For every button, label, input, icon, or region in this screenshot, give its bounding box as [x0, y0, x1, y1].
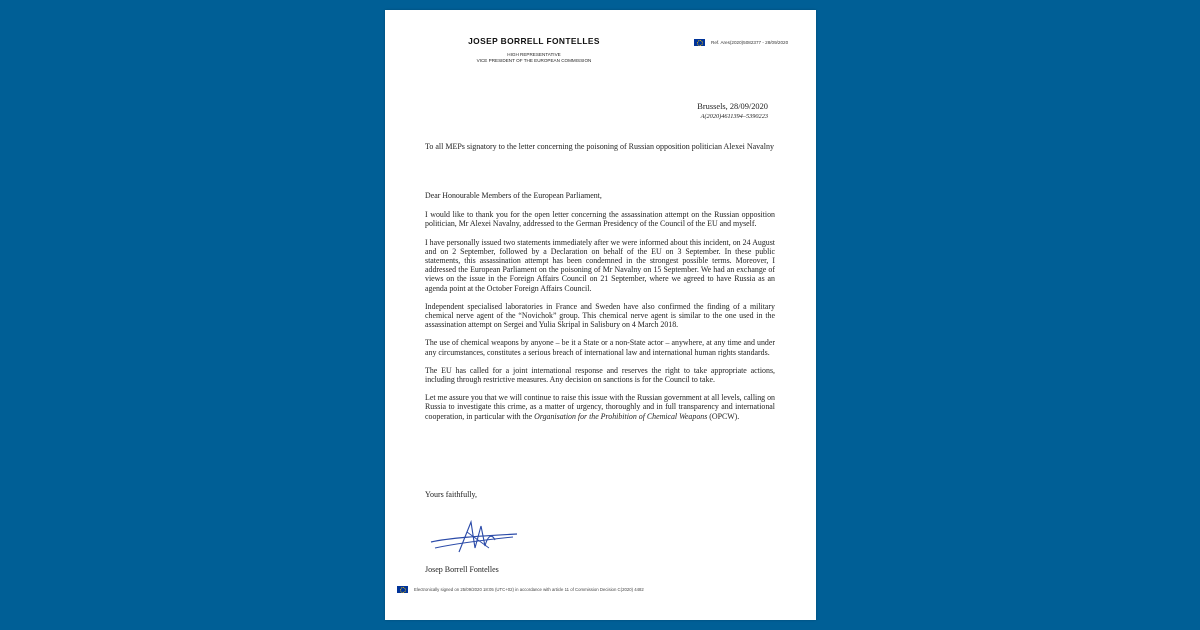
signer-name: Josep Borrell Fontelles	[425, 565, 499, 574]
eu-flag-icon	[397, 586, 408, 593]
paragraph-laboratories: Independent specialised laboratories in France and Sweden have also confirmed the finding of a military chemical nerve agent of the “Novichok” group. This chemical nerve agent is similar to the one used in the assassination attempt on Sergei and Yulia Skripal in Salisbury on 4 March 2018.	[425, 301, 775, 330]
opcw-name: Organisation for the Prohibition of Chemical Weapons	[534, 411, 708, 421]
paragraph-assurance	[425, 393, 775, 421]
salutation: Dear Honourable Members of the European Parliament,	[425, 191, 602, 200]
letter-body	[425, 191, 775, 430]
letter-page	[385, 10, 816, 620]
reference-number: Ref. Ares(2020)5082377 - 28/09/2020	[711, 39, 789, 45]
recipient-line: To all MEPs signatory to the letter concerning the poisoning of Russian opposition politician Alexei Navalny	[425, 142, 774, 151]
electronic-signature-footer	[397, 580, 644, 592]
internal-reference: A(2020)4611394–5390223	[700, 112, 768, 120]
eu-flag-icon	[694, 39, 705, 46]
electronic-signature-text: Electronically signed on 25/09/2020 18:05 (UTC+02) in accordance with article 11 of Commission Decision C(2020) 4482	[414, 586, 644, 592]
paragraph-chemical-weapons: The use of chemical weapons by anyone – be it a State or a non-State actor – anywhere, at any time and under any circumstances, constitutes a serious breach of international law and international human rights standards.	[425, 338, 775, 357]
sender-title-line2: VICE PRESIDENT OF THE EUROPEAN COMMISSION	[476, 58, 592, 63]
closing: Yours faithfully,	[425, 490, 478, 499]
paragraph-joint-response: The EU has called for a joint international response and reserves the right to take appropriate actions, including through restrictive measures. Any decision on sanctions is for the Council to take.	[425, 365, 775, 385]
sender-name: JOSEP BORRELL FONTELLES	[468, 36, 600, 46]
paragraph-assurance-end: (OPCW).	[707, 411, 740, 421]
paragraph-thanks: I would like to thank you for the open letter concerning the assassination attempt on the Russian opposition politician, Mr Alexei Navalny, addressed to the German Presidency of the Council of the EU and myself.	[425, 210, 775, 229]
sender-title	[425, 52, 643, 64]
sender-title-line1: HIGH REPRESENTATIVE	[507, 52, 561, 57]
handwritten-signature	[429, 518, 519, 558]
paragraph-statements: I have personally issued two statements immediately after we were informed about this incident, on 24 August and on 2 September, followed by a Declaration on behalf of the EU on 3 September. In these public statements, this assassination attempt has been condemned in the strongest possible terms. Moreover, I addressed the European Parliament on the poisoning of Mr Navalny on 15 September. We had an exchange of views on the issue in the Foreign Affairs Council on 21 September, where we agreed to have Russia as an agenda point at the October Foreign Affairs Council.	[425, 237, 775, 293]
dateline	[697, 102, 768, 121]
paragraph-assurance-start: Let me assure you that we will continue to raise this issue with the Russian government at all levels, calling on Russia to investigate this crime, as a matter of urgency, thoroughly and in full transparency and international cooperation, in particular with the	[425, 393, 775, 421]
place-date: Brussels, 28/09/2020	[697, 102, 768, 111]
reference-stamp	[694, 33, 789, 45]
